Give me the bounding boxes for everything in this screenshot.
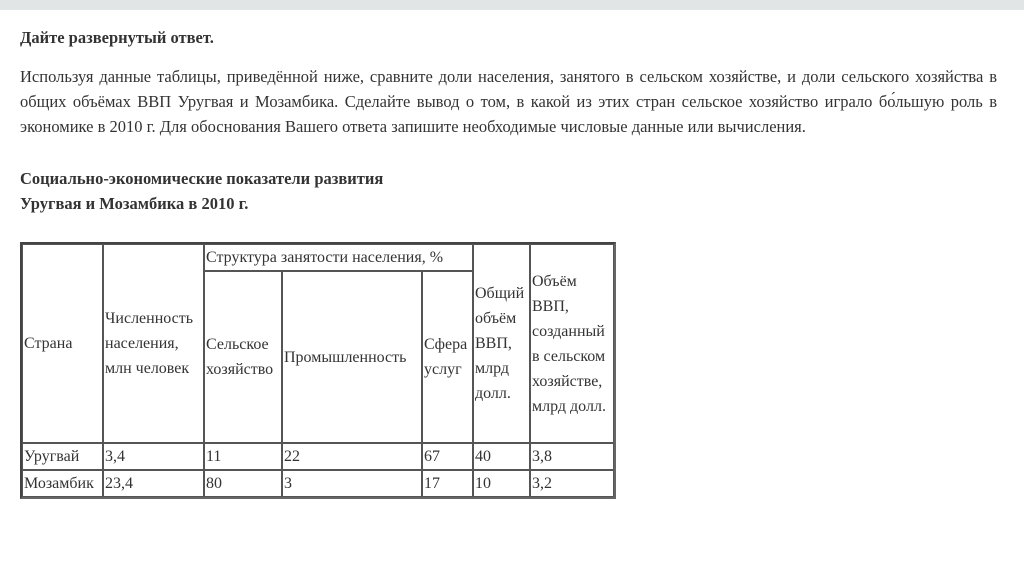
table-caption-line1: Социально-экономические показатели развития [20, 169, 384, 188]
task-content [20, 26, 997, 499]
cell-population: 3,4 [103, 443, 204, 470]
task-heading: Дайте развернутый ответ. [20, 28, 214, 47]
table-row [22, 470, 614, 497]
header-agriculture: Сельское хозяйство [204, 271, 282, 443]
header-population: Численность населения, млн человек [103, 244, 204, 443]
cell-gdp-agriculture: 3,2 [530, 470, 614, 497]
header-country: Страна [22, 244, 103, 443]
cell-services: 17 [422, 470, 473, 497]
cell-agriculture: 11 [204, 443, 282, 470]
top-bar [0, 0, 1024, 10]
cell-industry: 3 [282, 470, 422, 497]
header-gdp-agriculture: Объём ВВП, созданный в сельском хозяйстве, млрд долл. [530, 244, 614, 443]
cell-gdp-total: 40 [473, 443, 530, 470]
header-employment-group: Структура занятости населения, % [204, 244, 473, 271]
cell-gdp-agriculture: 3,8 [530, 443, 614, 470]
cell-agriculture: 80 [204, 470, 282, 497]
header-services: Сфера услуг [422, 271, 473, 443]
cell-population: 23,4 [103, 470, 204, 497]
cell-gdp-total: 10 [473, 470, 530, 497]
table-header-row [22, 244, 614, 271]
table-caption [20, 166, 997, 216]
cell-services: 67 [422, 443, 473, 470]
cell-industry: 22 [282, 443, 422, 470]
cell-country: Уругвай [22, 443, 103, 470]
cell-country: Мозамбик [22, 470, 103, 497]
header-gdp-total: Общий объём ВВП, млрд долл. [473, 244, 530, 443]
header-industry: Промышленность [282, 271, 422, 443]
data-table [20, 242, 616, 499]
table-row [22, 443, 614, 470]
table-caption-line2: Уругвая и Мозамбика в 2010 г. [20, 194, 249, 213]
task-text: Используя данные таблицы, приведённой ниже, сравните доли населения, занятого в сельском хозяйстве, и доли сельского хозяйства в общих объёмах ВВП Уругвая и Мозамбика. Сделайте вывод о том, в какой из этих стран сельское хозяйство играло бо́льшую роль в экономике в 2010 г. Для обоснования Вашего ответа запишите необходимые числовые данные или вычисления. [20, 67, 997, 136]
